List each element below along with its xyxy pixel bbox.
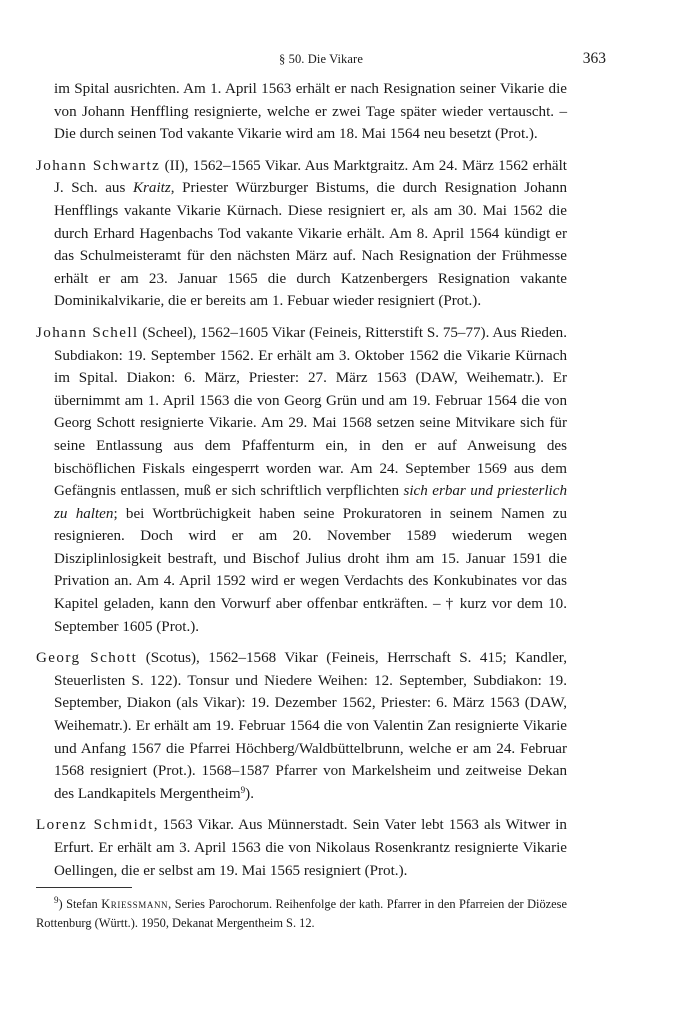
italic-text: Kraitz	[132, 180, 171, 197]
running-title: § 50. Die Vikare	[279, 52, 363, 66]
paragraph-text: im Spital ausrichten. Am 1. April 1563 erhält er nach Resignation seiner Vikarie die von Johann Henffling resignierte, welche er zwei Tage später wieder vertauscht. – Die durch seinen Tod vakante Vikarie wird am 18. Mai 1564 neu besetzt (Prot.).	[54, 81, 567, 143]
footnote	[36, 895, 567, 932]
running-head	[36, 50, 606, 70]
entry-name: Johann Schell	[36, 324, 139, 341]
footnote-text: Stefan	[62, 897, 102, 911]
entry-georg-schott	[36, 647, 567, 805]
footnote-paren: )	[58, 897, 63, 911]
entry-johann-schwartz	[36, 155, 567, 313]
entry-name: Georg Schott	[36, 650, 138, 667]
entry-text: , Priester Würzburger Bistums, die durch Resignation Johann Henfflings vakante Vikarie Kürnach. Diese resigniert er, als am 30. Mai 1562 die durch Erhard Hagenbachs Tod vakante Vikarie erhält. Am 8. April 1564 kündigt er das Schulmeisteramt für den nächsten März auf. Nach Resignation der Frühmesse erhält er am 23. Januar 1565 die durch Katzenbergers Resignation vakante Dominikalvikarie, die er bereits am 1. Febuar wieder resigniert (Prot.).	[54, 180, 567, 310]
page-number: 363	[582, 50, 606, 67]
footnote-reference: 9	[240, 784, 246, 795]
entry-text: (Scotus), 1562–1568 Vikar (Feineis, Herrschaft S. 415; Kandler, Steuerlisten S. 122). Tonsur und Niedere Weihen: 12. September, Subdiakon: 19. September, Diakon (als Vikar): 19. Dezember 1562, Priester: 6. März 1563 (DAW, Weihematr.). Er erhält am 19. Februar 1564 die von Valentin Zan resignierte Vikarie und Anfang 1567 die Pfarrei Höchberg/Waldbüttelbrunn, welche er am 24. Februar 1568 resigniert (Prot.). 1568–1587 Pfarrer von Markelsheim und zeitweise Dekan des Landkapitels Mergentheim	[54, 650, 567, 802]
footnote-rule	[36, 887, 132, 888]
italic-quote: sich erbar und priesterlich zu halten	[54, 483, 567, 522]
entry-text: ; bei Wortbrüchigkeit haben seine Prokuratoren in seinem Namen zu resignieren. Doch wird er am 20. November 1589 wiederum wegen Disziplinlosigkeit bestraft, und Bischof Julius droht ihm am 15. Januar 1591 die Privation an. Am 4. April 1592 wird er wegen Verdachts des Konkubinates vor das Kapitel geladen, kann den Vorwurf aber offenbar entkräften. – † kurz vor dem 10. September 1605 (Prot.).	[54, 505, 568, 635]
entry-text: , 1563 Vikar. Aus Münnerstadt. Sein Vater lebt 1563 als Witwer in Erfurt. Er erhält am 3. April 1563 die von Nikolaus Rosenkrantz resignierte Vikarie Oellingen, die er selbst am 19. Mai 1565 resigniert (Prot.).	[54, 817, 567, 879]
body-text	[36, 78, 567, 891]
footnote-author: Kriessmann	[101, 897, 169, 911]
footnote-text: , Series Parochorum. Reihenfolge der kath. Pfarrer in den Pfarreien der Diözese Rottenburg (Württ.). 1950, Dekanat Mergentheim S. 12.	[36, 897, 567, 930]
entry-text: (II), 1562–1565 Vikar. Aus Marktgraitz. Am 24. März 1562 erhält J. Sch. aus	[54, 157, 567, 197]
entry-johann-schell	[36, 322, 567, 638]
entry-name: Johann Schwartz	[36, 157, 161, 174]
entry-lorenz-schmidt	[36, 814, 567, 882]
entry-text: ).	[245, 785, 254, 802]
entry-text: (Scheel), 1562–1605 Vikar (Feineis, Ritterstift S. 75–77). Aus Rieden. Subdiakon: 19. September 1562. Er erhält am 3. Oktober 1562 die Vikarie Kürnach im Spital. Diakon: 6. März, Priester: 27. März 1563 (DAW, Weihematr.). Er übernimmt am 1. April 1563 die von Georg Grün und am 19. Februar 1564 die von Georg Schott resignierte Vikarie. Am 29. Mai 1568 setzen seine Mitvikare sich für seine Entlassung aus dem Pfaffenturm ein, in den er auf Anweisung des bischöflichen Fiskals eingesperrt worden war. Am 24. September 1569 aus dem Gefängnis entlassen, muß er sich schriftlich verpflichten	[54, 324, 567, 500]
continuation-paragraph	[54, 78, 567, 146]
footnote-marker: 9	[54, 895, 59, 905]
entry-name: Lorenz Schmidt	[36, 817, 154, 834]
